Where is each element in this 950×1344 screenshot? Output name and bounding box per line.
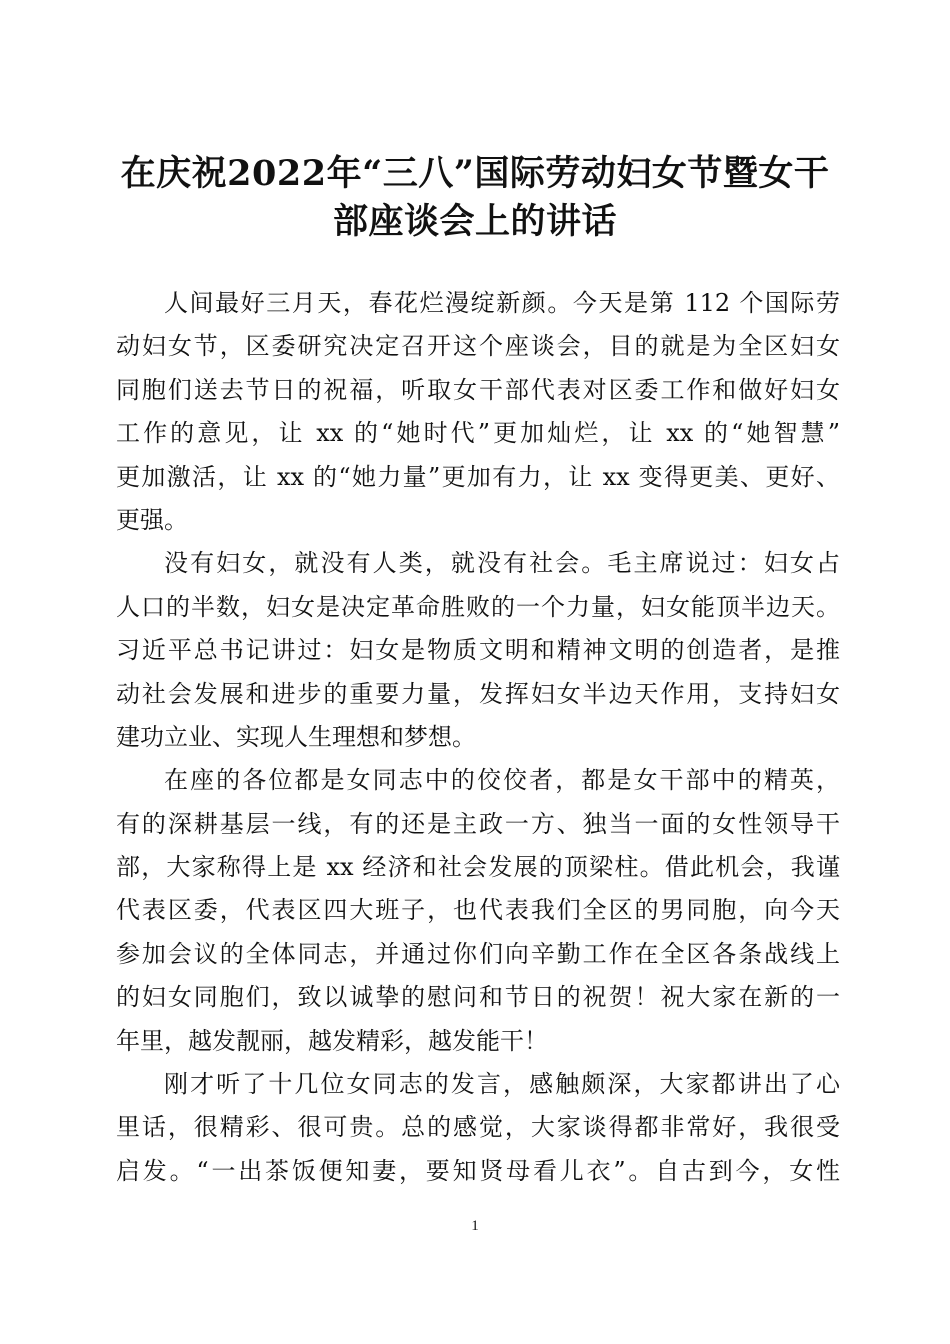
paragraph-line: 代表区委，代表区四大班子，也代表我们全区的男同胞，向今天 — [116, 896, 840, 925]
paragraph-line: 更强。 — [116, 505, 188, 534]
paragraph-3 — [116, 759, 840, 1063]
paragraph-line: 动妇女节，区委研究决定召开这个座谈会，目的就是为全区妇女 — [116, 332, 840, 361]
paragraph-line: 动社会发展和进步的重要力量，发挥妇女半边天作用，支持妇女 — [116, 679, 840, 708]
paragraph-line: 人口的半数，妇女是决定革命胜败的一个力量，妇女能顶半边天。 — [116, 592, 840, 621]
paragraph-2 — [116, 542, 840, 759]
paragraph-line: 有的深耕基层一线，有的还是主政一方、独当一面的女性领导干 — [116, 809, 840, 838]
document-body — [116, 282, 840, 1193]
paragraph-line: 更加激活，让 xx 的“她力量”更加有力，让 xx 变得更美、更好、 — [116, 462, 840, 491]
paragraph-line: 工作的意见，让 xx 的“她时代”更加灿烂，让 xx 的“她智慧” — [116, 419, 840, 448]
paragraph-line: 习近平总书记讲过：妇女是物质文明和精神文明的创造者，是推 — [116, 636, 840, 665]
paragraph-line: 在座的各位都是女同志中的佼佼者，都是女干部中的精英， — [164, 766, 840, 795]
page-number: 1 — [471, 1218, 479, 1234]
paragraph-line: 启发。“一出茶饭便知妻，要知贤母看儿衣”。自古到今，女性 — [116, 1156, 840, 1185]
paragraph-line: 没有妇女，就没有人类，就没有社会。毛主席说过：妇女占 — [164, 549, 840, 578]
paragraph-4 — [116, 1063, 840, 1193]
paragraph-line: 人间最好三月天，春花烂漫绽新颜。今天是第 112 个国际劳 — [164, 289, 840, 317]
paragraph-line: 里话，很精彩、很可贵。总的感觉，大家谈得都非常好，我很受 — [116, 1113, 840, 1142]
paragraph-1 — [116, 282, 840, 542]
paragraph-line: 参加会议的全体同志，并通过你们向辛勤工作在全区各条战线上 — [116, 939, 840, 968]
paragraph-line: 建功立业、实现人生理想和梦想。 — [116, 722, 476, 751]
paragraph-line: 的妇女同胞们，致以诚挚的慰问和节日的祝贺！祝大家在新的一 — [116, 983, 840, 1012]
paragraph-line: 年里，越发靓丽，越发精彩，越发能干！ — [116, 1026, 548, 1055]
title-line: 在庆祝2022年“三八”国际劳动妇女节暨女干 — [120, 153, 830, 194]
paragraph-line: 部，大家称得上是 xx 经济和社会发展的顶梁柱。借此机会，我谨 — [116, 853, 840, 882]
document-title — [100, 150, 850, 246]
title-line: 部座谈会上的讲话 — [332, 201, 617, 242]
paragraph-line: 刚才听了十几位女同志的发言，感触颇深，大家都讲出了心 — [164, 1070, 840, 1099]
paragraph-line: 同胞们送去节日的祝福，听取女干部代表对区委工作和做好妇女 — [116, 375, 840, 404]
